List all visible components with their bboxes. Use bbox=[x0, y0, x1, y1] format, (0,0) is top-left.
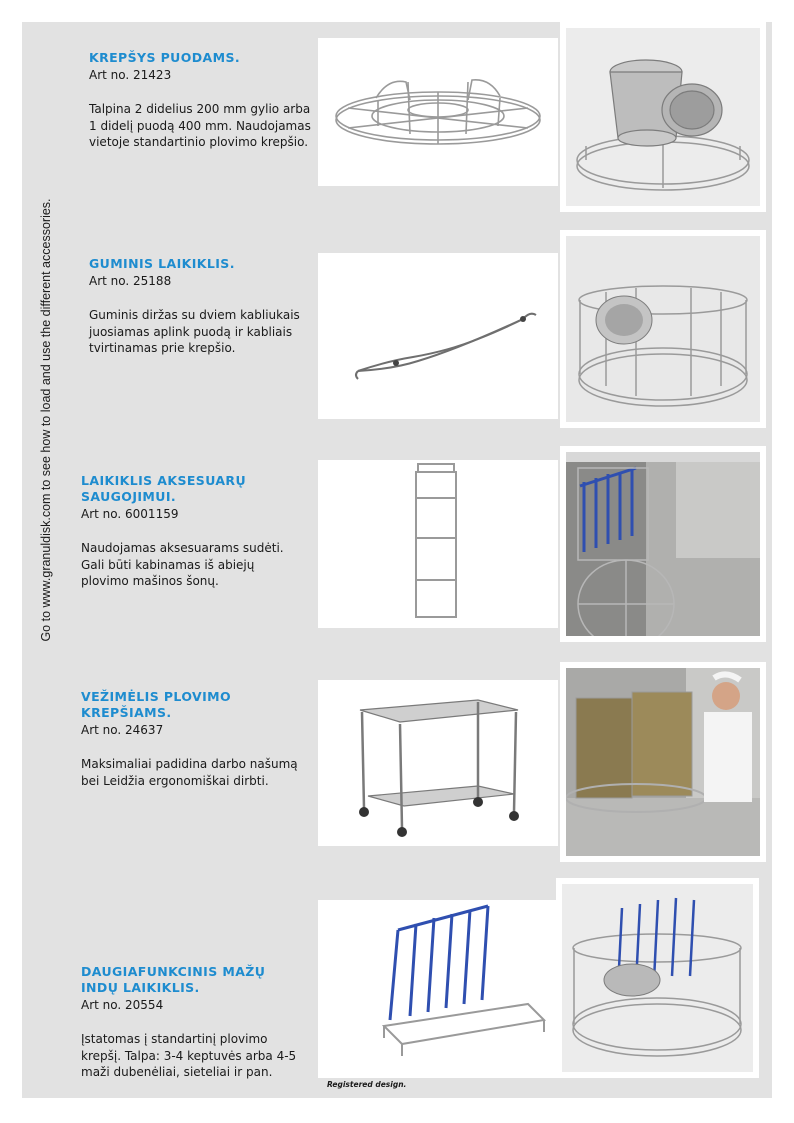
product-description: Naudojamas aksesuarams sudėti. Gali būti kabinamas iš abiejų plovimo mašinos šonų. bbox=[81, 541, 284, 588]
trolley-in-use-photo bbox=[560, 662, 766, 862]
small-items-holder-in-use-photo bbox=[556, 878, 759, 1078]
product-description: Įstatomas į standartinį plovimo krepšį. Talpa: 3-4 keptuvės arba 4-5 maži dubenėliai, sieteliai ir pan. bbox=[81, 1032, 297, 1079]
rubber-strap-photo bbox=[318, 253, 558, 419]
product-description: Talpina 2 didelius 200 mm gylio arba 1 didelį puodą 400 mm. Naudojamas vietoje standartinio plovimo krepšio. bbox=[89, 102, 311, 149]
product-art-no: Art no. 20554 bbox=[81, 998, 164, 1012]
product-description: Guminis diržas su dviem kabliukais juosiamas aplink puodą ir kabliais tvirtinamas prie krepšio. bbox=[89, 308, 300, 355]
product-title: GUMINIS LAIKIKLIS. bbox=[89, 256, 235, 271]
product-description: Maksimaliai padidina darbo našumą bei Leidžia ergonomiškai dirbti. bbox=[81, 757, 298, 788]
product-pot-basket bbox=[89, 50, 319, 151]
accessory-holder-mounted-photo bbox=[560, 446, 766, 642]
accessory-holder-photo bbox=[318, 460, 558, 628]
product-art-no: Art no. 6001159 bbox=[81, 507, 179, 521]
product-art-no: Art no. 21423 bbox=[89, 68, 172, 82]
product-small-items-holder bbox=[81, 964, 306, 1081]
product-rubber-strap bbox=[89, 256, 304, 357]
product-title: DAUGIAFUNKCINIS MAŽŲ INDŲ LAIKIKLIS. bbox=[81, 964, 266, 995]
product-basket-trolley bbox=[81, 689, 317, 789]
product-title: LAIKIKLIS AKSESUARŲ SAUGOJIMUI. bbox=[81, 473, 247, 504]
product-accessory-holder bbox=[81, 473, 301, 590]
small-items-holder-photo bbox=[318, 900, 558, 1078]
registered-design-note: Registered design. bbox=[327, 1080, 407, 1089]
side-note-text: Go to www.granuldisk.com to see how to load and use the different accessories. bbox=[39, 198, 53, 642]
product-art-no: Art no. 25188 bbox=[89, 274, 172, 288]
product-art-no: Art no. 24637 bbox=[81, 723, 164, 737]
product-title: KREPŠYS PUODAMS. bbox=[89, 50, 240, 65]
pot-basket-photo bbox=[318, 38, 558, 186]
pot-basket-in-use-photo bbox=[560, 22, 766, 212]
product-title: VEŽIMĖLIS PLOVIMO KREPŠIAMS. bbox=[81, 689, 232, 720]
rubber-strap-in-use-photo bbox=[560, 230, 766, 428]
trolley-photo bbox=[318, 680, 558, 846]
